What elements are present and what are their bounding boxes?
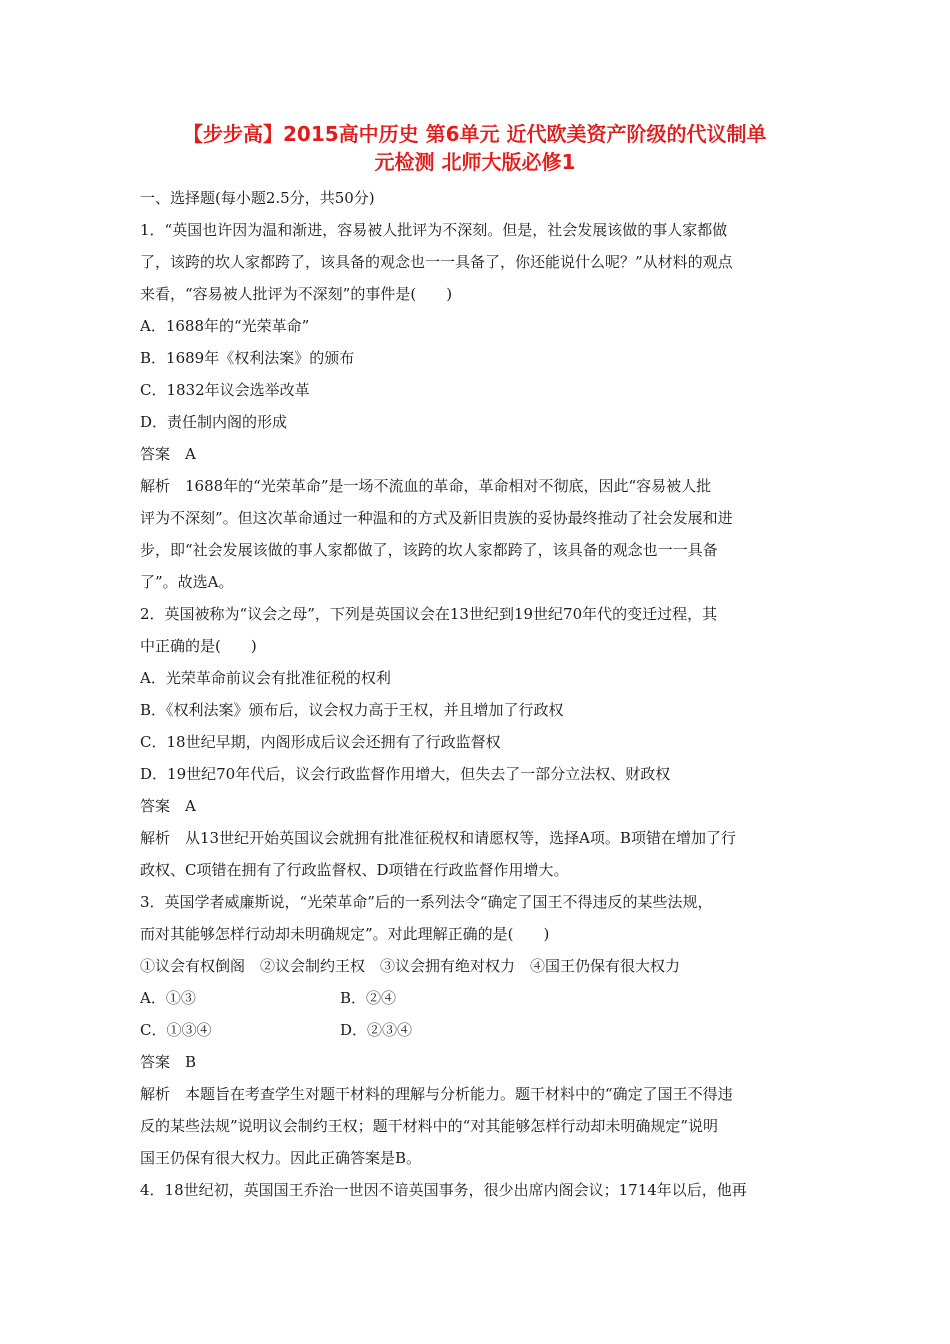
q3-option-d: D．②③④ — [340, 1021, 413, 1039]
q2-stem-line: 中正确的是( ) — [140, 637, 257, 655]
q2-option-c: C．18世纪早期，内阁形成后议会还拥有了行政监督权 — [140, 733, 501, 751]
q1-option-a: A．1688年的“光荣革命” — [140, 317, 310, 335]
document-title-line-1: 【步步高】2015高中历史 第6单元 近代欧美资产阶级的代议制单 — [183, 122, 767, 146]
q2-answer: 答案 A — [140, 797, 196, 815]
q1-option-c: C．1832年议会选举改革 — [140, 381, 310, 399]
q3-stem-line: 3．英国学者威廉斯说，“光荣革命”后的一系列法令“确定了国王不得违反的某些法规， — [140, 893, 713, 911]
q2-analysis-line: 解析 从13世纪开始英国议会就拥有批准征税权和请愿权等，选择A项。B项错在增加了行 — [140, 829, 736, 847]
q3-option-a: A．①③ — [140, 989, 196, 1007]
q1-answer: 答案 A — [140, 445, 196, 463]
q1-analysis-line: 了”。故选A。 — [140, 573, 234, 591]
q2-option-b: B．《权利法案》颁布后，议会权力高于王权，并且增加了行政权 — [140, 701, 564, 719]
q3-answer: 答案 B — [140, 1053, 197, 1071]
q3-analysis-line: 反的某些法规”说明议会制约王权；题干材料中的“对其能够怎样行动却未明确规定”说明 — [140, 1117, 719, 1135]
q3-option-c: C．①③④ — [140, 1021, 212, 1039]
q1-option-b: B．1689年《权利法案》的颁布 — [140, 349, 355, 367]
q2-option-d: D．19世纪70年代后，议会行政监督作用增大，但失去了一部分立法权、财政权 — [140, 765, 671, 783]
q1-stem-line: 了，该跨的坎人家都跨了，该具备的观念也一一具备了，你还能说什么呢？”从材料的观点 — [140, 253, 733, 271]
q1-analysis-line: 解析 1688年的“光荣革命”是一场不流血的革命，革命相对不彻底，因此“容易被人批 — [140, 477, 712, 495]
q3-analysis-line: 国王仍保有很大权力。因此正确答案是B。 — [140, 1149, 422, 1167]
section-heading: 一、选择题(每小题2.5分，共50分) — [140, 189, 375, 207]
q3-items: ①议会有权倒阁 ②议会制约王权 ③议会拥有绝对权力 ④国王仍保有很大权力 — [140, 957, 681, 975]
q1-stem-line: 1．“英国也许因为温和渐进，容易被人批评为不深刻。但是，社会发展该做的事人家都做 — [140, 221, 728, 239]
q3-option-b: B．②④ — [340, 989, 397, 1007]
q2-stem-line: 2．英国被称为“议会之母”，下列是英国议会在13世纪到19世纪70年代的变迁过程，其 — [140, 605, 718, 623]
q1-analysis-line: 评为不深刻”。但这次革命通过一种温和的方式及新旧贵族的妥协最终推动了社会发展和进 — [140, 509, 733, 527]
document-title-line-2: 元检测 北师大版必修1 — [374, 150, 576, 174]
q3-stem-line: 而对其能够怎样行动却未明确规定”。对此理解正确的是( ) — [140, 925, 550, 943]
q1-analysis-line: 步，即“社会发展该做的事人家都做了，该跨的坎人家都跨了，该具备的观念也一一具备 — [140, 541, 718, 559]
q4-stem-line: 4．18世纪初，英国国王乔治一世因不谙英国事务，很少出席内阁会议；1714年以后，他再 — [140, 1181, 747, 1199]
q2-option-a: A．光荣革命前议会有批准征税的权利 — [140, 669, 391, 687]
q3-analysis-line: 解析 本题旨在考查学生对题干材料的理解与分析能力。题干材料中的“确定了国王不得违 — [140, 1085, 733, 1103]
q1-stem-line: 来看，“容易被人批评为不深刻”的事件是( ) — [140, 285, 453, 303]
q2-analysis-line: 政权、C项错在拥有了行政监督权、D项错在行政监督作用增大。 — [140, 861, 569, 879]
q1-option-d: D．责任制内阁的形成 — [140, 413, 288, 431]
